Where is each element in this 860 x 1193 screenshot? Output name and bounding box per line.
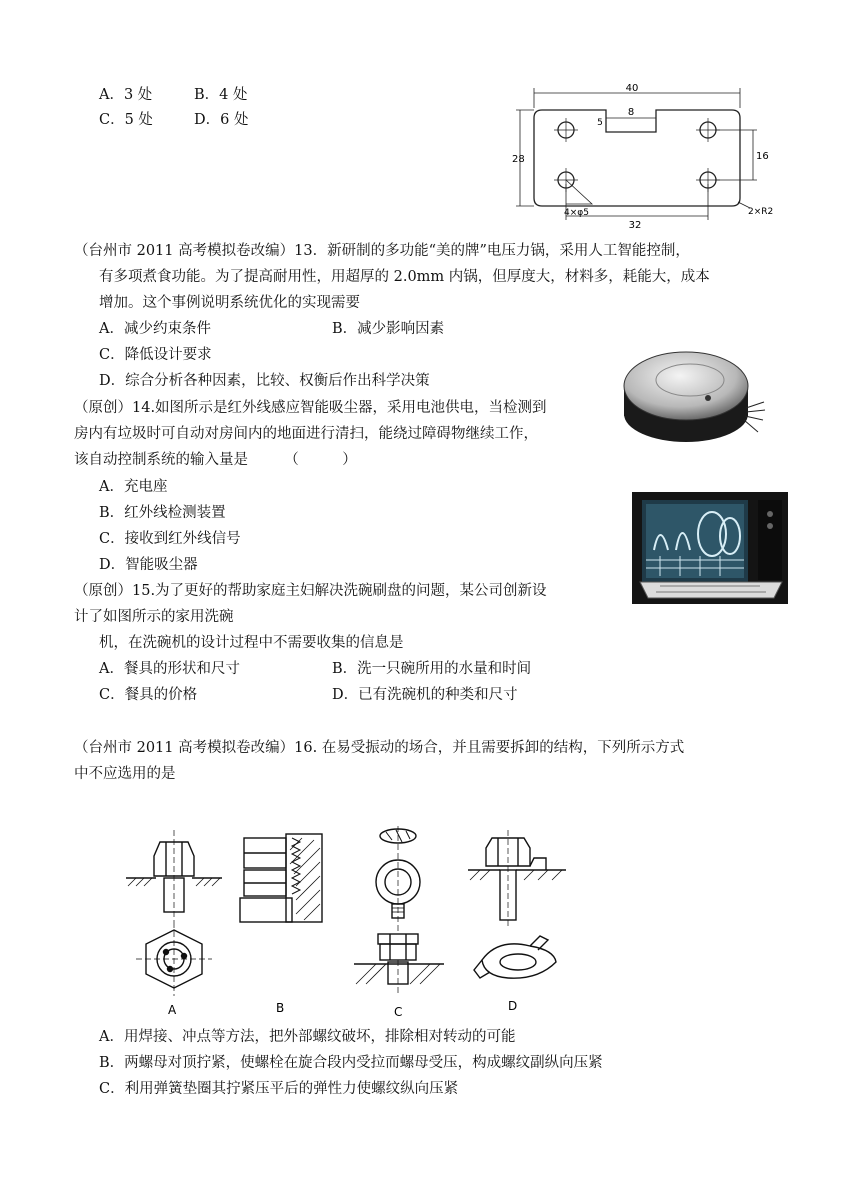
holes-label: 4×φ5 [564, 208, 589, 218]
q16-option-c: C．利用弹簧垫圈其拧紧压平后的弹性力使螺纹纵向压紧 [99, 1081, 459, 1097]
q14-stem-line1: （原创）14.如图所示是红外线感应智能吸尘器，采用电池供电，当检测到 [74, 400, 547, 416]
q14-option-d: D．智能吸尘器 [99, 557, 198, 573]
q12-option-d: D．6 处 [194, 112, 249, 128]
q13-option-a: A．减少约束条件 [99, 321, 211, 337]
q15-stem-line2: 计了如图所示的家用洗碗 [74, 609, 234, 625]
q14-option-c: C．接收到红外线信号 [99, 531, 241, 547]
q13-stem-line2: 有多项煮食功能。为了提高耐用性，用超厚的 2.0mm 内锅，但厚度大，材料多，耗能大，成本 [99, 269, 710, 285]
dishwasher-image [630, 490, 790, 606]
q12-option-c: C．5 处 [99, 112, 153, 128]
q15-option-a: A．餐具的形状和尺寸 [99, 661, 240, 677]
dim-16-label: 16 [756, 151, 769, 162]
q14-stem-line2: 房内有垃圾时可自动对房间内的地面进行清扫，能绕过障碍物继续工作， [74, 426, 538, 442]
q13-option-d: D．综合分析各种因素，比较、权衡后作出科学决策 [99, 373, 430, 389]
plate-dimension-drawing [510, 80, 790, 228]
q14-stem-line3: 该自动控制系统的输入量是 （ ） [74, 452, 357, 468]
q15-option-c: C．餐具的价格 [99, 687, 198, 703]
q16-stem-line2: 中不应选用的是 [74, 766, 176, 782]
radius-label: 2×R2 [748, 207, 774, 217]
q13-stem-line1: （台州市 2011 高考模拟卷改编）13．新研制的多功能“美的牌”电压力锅，采用人工智能控制， [74, 243, 690, 259]
locking-method-b-figure [236, 830, 330, 1016]
q14-option-a: A．充电座 [99, 479, 168, 495]
q16-stem-line1: （台州市 2011 高考模拟卷改编）16. 在易受振动的场合，并且需要拆卸的结构，下列所示方式 [74, 740, 685, 756]
q15-option-d: D．已有洗碗机的种类和尺寸 [332, 687, 518, 703]
dim-28-label: 28 [512, 154, 525, 165]
q15-stem-line1: （原创）15.为了更好的帮助家庭主妇解决洗碗刷盘的问题，某公司创新设 [74, 583, 547, 599]
locking-method-d-figure [468, 830, 568, 1016]
figure-d-label: D [508, 999, 518, 1013]
locking-method-c-figure [352, 824, 452, 1020]
figure-c-label: C [394, 1005, 403, 1019]
q13-option-c: C．降低设计要求 [99, 347, 212, 363]
locking-method-a-figure [126, 826, 222, 1018]
q12-option-b: B．4 处 [194, 87, 248, 103]
q13-option-b: B．减少影响因素 [332, 321, 445, 337]
q15-option-b: B．洗一只碗所用的水量和时间 [332, 661, 532, 677]
q14-option-b: B．红外线检测装置 [99, 505, 226, 521]
q16-option-a: A．用焊接、冲点等方法，把外部螺纹破坏，排除相对转动的可能 [99, 1029, 516, 1045]
robot-vacuum-image [618, 336, 768, 448]
dim-40-label: 40 [625, 83, 639, 94]
dim-32-label: 32 [628, 220, 642, 228]
q15-stem-line3: 机，在洗碗机的设计过程中不需要收集的信息是 [99, 635, 404, 651]
figure-a-label: A [168, 1003, 177, 1017]
dim-8-label: 8 [627, 107, 635, 118]
figure-b-label: B [276, 1001, 285, 1015]
q12-option-a: A．3 处 [99, 87, 153, 103]
dim-5-label: 5 [597, 118, 603, 128]
q13-stem-line3: 增加。这个事例说明系统优化的实现需要 [99, 295, 360, 311]
q16-option-b: B．两螺母对顶拧紧，使螺栓在旋合段内受拉而螺母受压，构成螺纹副纵向压紧 [99, 1055, 603, 1071]
